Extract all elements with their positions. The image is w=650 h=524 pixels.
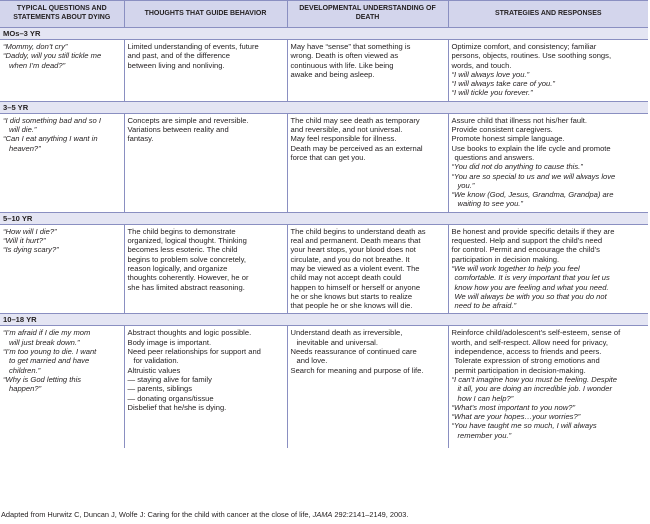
table-row [0,224,648,314]
thought-line: fantasy. [127,134,154,144]
question-line: “Will it hurt?” [3,236,46,246]
question-line: children.” [9,365,41,375]
strategy-line: need to be afraid.” [454,301,517,311]
question-line: “Why is God letting this [3,374,82,384]
thought-line: Limited understanding of events, future [127,42,259,51]
strategy-line: independence, access to friends and peers. [454,347,602,357]
section-label-row [0,212,648,224]
strategy-line: “You did not do anything to cause this.” [451,162,583,172]
header-strategies: STRATEGIES AND RESPONSES [448,1,648,28]
strategy-line: “I will always love you.” [451,69,530,79]
thought-line: Concepts are simple and reversible. [127,115,249,125]
strategy-line: “We will work together to help you feel [451,263,580,273]
thought-line: Altruistic values [127,365,181,375]
thought-line: Variations between reality and [127,125,229,135]
strategy-line: “I can’t imagine how you must be feeling. Despite [451,374,617,384]
source-footnote: Adapted from Hurwitz C, Duncan J, Wolfe J: Caring for the child with cancer at the close of life, JAMA 292:2141–2149, 2003. [1,510,409,519]
thought-line: and past, and of the difference [127,51,230,61]
thought-line: Need peer relationships for support and [127,347,261,357]
strategy-line: participation in decision making. [451,254,560,264]
understanding-line: he or she knows but starts to realize [290,291,413,301]
strategy-line: “You are so special to us and we will always love [451,171,616,181]
understanding-line: continuous with life. Like being [290,60,394,70]
strategy-line: Promote honest simple language. [451,134,565,144]
question-line: “I did something bad and so I [3,115,101,125]
thought-line: organized, logical thought. Thinking [127,236,247,246]
thought-line: she has limited abstract reasoning. [127,282,245,292]
strategy-line: Use books to explain the life cycle and promote [451,143,611,153]
understanding-line: Needs reassurance of continued care [290,347,417,357]
thought-line: — parents, siblings [127,384,193,394]
strategy-line: Reinforce child/adolescent’s self-esteem, sense of [451,328,621,338]
strategy-line: worth, and self-respect. Allow need for privacy, [451,337,608,347]
strategy-line: “I will always take care of you.” [451,79,555,89]
section-label: MOs–3 YR [0,28,648,40]
section-label-row [0,28,648,40]
questions-cell [0,40,124,102]
understanding-line: Search for meaning and purpose of life. [290,365,424,375]
thought-line: begins to problem solve concretely, [127,254,246,264]
header-understanding: DEVELOPMENTAL UNDERSTANDING OF DEATH [287,1,448,28]
table-row [0,113,648,212]
understanding-line: child may not accept death could [290,273,402,283]
strategy-line: questions and answers. [454,152,535,162]
thought-line: thoughts coherently. However, he or [127,273,249,283]
understanding-line: The child may see death as temporary [290,115,420,125]
understanding-cell [287,224,448,314]
section-label-row [0,314,648,326]
strategy-line: permit participation in decision-making. [454,365,586,375]
journal-name: JAMA [312,510,333,519]
thoughts-cell [124,326,287,448]
thoughts-cell [124,113,287,212]
understanding-cell [287,40,448,102]
thoughts-cell [124,40,287,102]
understanding-line: Death may be perceived as an external [290,143,423,153]
understanding-cell [287,113,448,212]
question-line: happen?” [9,384,42,394]
question-line: heaven?” [9,143,41,153]
strategy-line: waiting to see you.” [457,199,523,209]
understanding-line: inevitable and universal. [296,337,378,347]
strategy-line: comfortable. It is very important that you let us [454,273,610,283]
strategy-line: you.” [457,180,475,190]
table-row [0,40,648,102]
strategy-line: know how you are feeling and what you need. [454,282,609,292]
table-row [0,326,648,448]
question-line: “I’m too young to die. I want [3,347,97,357]
thought-line: for validation. [133,356,179,366]
understanding-line: May feel responsible for illness. [290,134,397,144]
question-line: when I’m dead?” [9,60,66,70]
strategy-line: how I can help?” [457,393,514,403]
question-line: to get married and have [9,356,90,366]
strategies-cell [448,224,648,314]
question-line: “Mommy, don’t cry” [3,42,68,51]
strategy-line: requested. Help and support the child’s need [451,236,603,246]
section-label: 3–5 YR [0,101,648,113]
strategy-line: Tolerate expression of strong emotions and [454,356,600,366]
strategy-line: Assure child that illness not his/her fault. [451,115,587,125]
strategy-line: persons, objects, routines. Use soothing songs, [451,51,612,61]
question-line: “How will I die?” [3,226,57,236]
understanding-line: your heart stops, your blood does not [290,245,416,255]
thought-line: Body image is important. [127,337,212,347]
strategy-line: Be honest and provide specific details if they are [451,226,615,236]
question-line: “Is dying scary?” [3,245,59,255]
understanding-line: happen to himself or herself or anyone [290,282,421,292]
strategy-line: “What are your hopes…your worries?” [451,412,581,422]
thought-line: — donating organs/tissue [127,393,214,403]
understanding-line: Understand death as irreversible, [290,328,403,338]
understanding-line: circulate, and you do not breathe. It [290,254,410,264]
strategy-line: remember you.” [457,430,512,440]
understanding-line: May have “sense” that something is [290,42,411,51]
understanding-line: and love. [296,356,328,366]
questions-cell [0,224,124,314]
understanding-line: The child begins to understand death as [290,226,426,236]
strategy-line: “We know (God, Jesus, Grandma, Grandpa) are [451,190,614,200]
thought-line: The child begins to demonstrate [127,226,236,236]
strategies-cell [448,326,648,448]
thought-line: becomes less esoteric. The child [127,245,238,255]
header-row [0,1,648,28]
understanding-line: that people he or she knows will die. [290,301,413,311]
strategy-line: it all, you are doing an incredible job. I wonder [457,384,613,394]
section-label: 5–10 YR [0,212,648,224]
strategy-line: “What’s most important to you now?” [451,402,576,412]
thought-line: — staying alive for family [127,374,212,384]
understanding-cell [287,326,448,448]
question-line: will die.” [9,125,37,135]
strategies-cell [448,113,648,212]
strategies-cell [448,40,648,102]
question-line: “Daddy, will you still tickle me [3,51,102,61]
questions-cell [0,326,124,448]
thought-line: Abstract thoughts and logic possible. [127,328,252,338]
section-label-row [0,101,648,113]
question-line: “I’m afraid if I die my mom [3,328,91,338]
thoughts-cell [124,224,287,314]
understanding-line: may be viewed as a violent event. The [290,263,420,273]
strategy-line: for control. Permit and encourage the child’s [451,245,600,255]
strategy-line: Provide consistent caregivers. [451,125,553,135]
understanding-line: and reversible, and not universal. [290,125,403,135]
strategy-line: “You have taught me so much, I will always [451,421,597,431]
strategy-line: “I will tickle you forever.” [451,88,533,98]
header-questions: TYPICAL QUESTIONS AND STATEMENTS ABOUT DYING [0,1,124,28]
strategy-line: words, and touch. [451,60,512,70]
thought-line: reason logically, and organize [127,263,228,273]
thought-line: Disbelief that he/she is dying. [127,402,227,412]
header-thoughts: THOUGHTS THAT GUIDE BEHAVIOR [124,1,287,28]
question-line: will just break down.” [9,337,80,347]
thought-line: between living and nonliving. [127,60,225,70]
section-label: 10–18 YR [0,314,648,326]
strategy-line: We will always be with you so that you do not [454,291,607,301]
understanding-line: real and permanent. Death means that [290,236,421,246]
understanding-line: force that can get you. [290,152,366,162]
strategy-line: Optimize comfort, and consistency; familiar [451,42,597,51]
understanding-line: wrong. Death is often viewed as [290,51,399,61]
understanding-line: awake and being asleep. [290,69,375,79]
question-line: “Can I eat anything I want in [3,134,98,144]
questions-cell [0,113,124,212]
